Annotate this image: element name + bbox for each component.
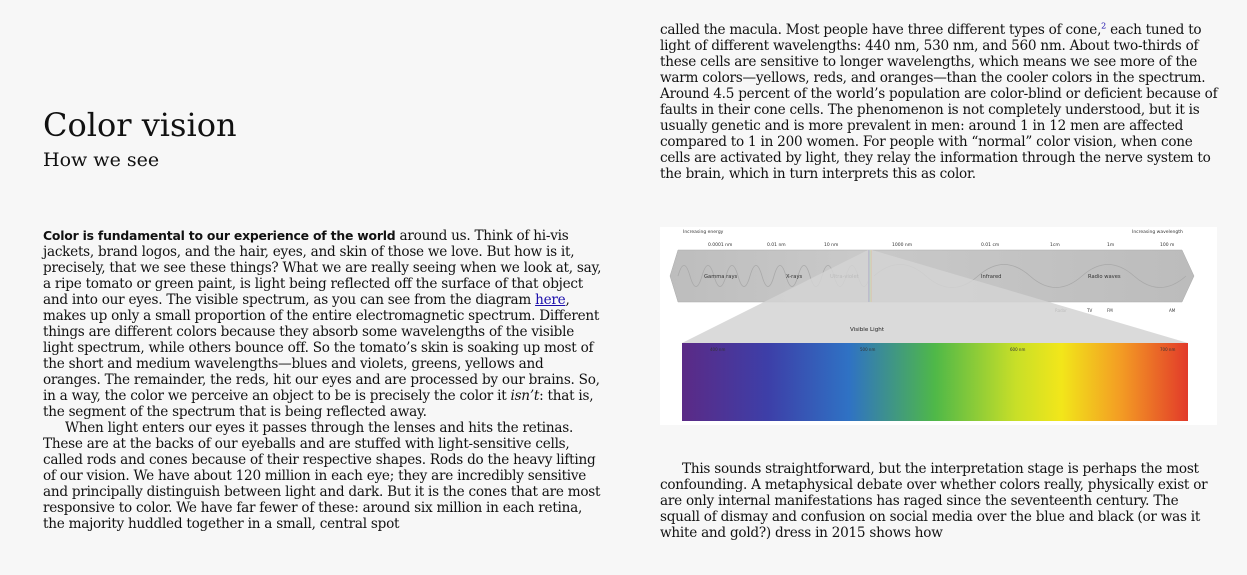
paragraph-3-text-a: called the macula. Most people have three different types of cone, (660, 22, 1102, 38)
visible-spectrum-bar (682, 343, 1188, 421)
radio-sub-label: FM (1107, 308, 1113, 313)
radio-sub-label: AM (1169, 308, 1176, 313)
paragraph-4: This sounds straightforward, but the interpretation stage is perhaps the most confounding. A metaphysical debate over whether colors really, physically exist or are only internal manifestations has raged since the seventeenth century. The squall of dismay and confusion on social media over the blue and black (or was it white and gold?) dress in 2015 shows how (660, 461, 1208, 541)
band-label: Gamma rays (704, 274, 738, 280)
page-subtitle: How we see (43, 149, 160, 171)
right-column-bottom (660, 461, 1220, 541)
left-page (14, 14, 614, 559)
tick-label: 1000 nm (892, 243, 913, 248)
tick-label: 1cm (1050, 243, 1060, 248)
spectrum-tick: 400 nm (710, 347, 726, 352)
spectrum-tick: 500 nm (860, 347, 876, 352)
diagram-link[interactable]: here (535, 292, 566, 308)
increasing-wavelength-label: Increasing wavelength (1132, 230, 1183, 235)
spectrum-tick: 700 nm (1160, 347, 1176, 352)
increasing-energy-label: Increasing energy (683, 230, 724, 235)
visible-light-label: Visible Light (850, 327, 885, 333)
tick-label: 1m (1107, 243, 1115, 248)
tick-label: 0.0001 nm (708, 243, 733, 248)
spectrum-diagram (660, 227, 1217, 425)
tick-label: 0.01 cm (981, 243, 1000, 248)
paragraph-1-text-a: around us. Think of hi-vis jackets, brand logos, and the hair, eyes, and skin of those we love. But how is it, precisely, that we see these things? What we are really seeing when we look at, say, a ripe tomato or green paint, is light being reflected off the surface of that object and into our eyes. The visible spectrum, as you can see from the diagram (43, 228, 602, 308)
paragraph-1-text-b: , makes up only a small proportion of the entire electromagnetic spectrum. Different things are different colors because they absorb some wavelengths of the visible light spectrum, while others bounce off. So the tomato’s skin is soaking up most of the short and medium wavelengths—blues and violets, greens, yellows and oranges. The remainder, the reds, hit our eyes and are processed by our brains. So, in a way, the color we perceive an object to be is precisely the color it (43, 292, 600, 404)
spectrum-figure (660, 227, 1217, 425)
lead-phrase: Color is fundamental to our experience of the world (43, 228, 396, 243)
emphasis-isnt: isn’t (510, 388, 540, 404)
tick-label: 10 nm (824, 243, 839, 248)
right-column-top (660, 22, 1220, 182)
tick-label: 0.01 nm (767, 243, 786, 248)
paragraph-1-text-c: : that is, the segment of the spectrum that is being reflected away. (43, 388, 594, 420)
paragraph-3-text-b: each tuned to light of different wavelengths: 440 nm, 530 nm, and 560 nm. About two-thirds of these cells are sensitive to longer wavelengths, which means we see more of the warm colors—yellows, reds, and oranges—than the cooler colors in the spectrum. Around 4.5 percent of the world’s population are color-blind or deficient because of faults in their cone cells. The phenomenon is not completely understood, but it is usually genetic and is more prevalent in men: around 1 in 12 men are affected compared to 1 in 200 women. For people with “normal” color vision, when cone cells are activated by light, they relay the information through the nerve system to the brain, which in turn interprets this as color. (660, 22, 1218, 182)
band-label: Radio waves (1088, 274, 1121, 280)
page-title: Color vision (43, 106, 237, 144)
paragraph-2: When light enters our eyes it passes through the lenses and hits the retinas. These are at the backs of our eyeballs and are stuffed with light-sensitive cells, called rods and cones because of their respective shapes. Rods do the heavy lifting of our vision. We have about 120 million in each eye; they are incredibly sensitive and principally distinguish between light and dark. But it is the cones that are most responsive to color. We have far fewer of these: around six million in each retina, the majority huddled together in a small, central spot (43, 420, 601, 532)
band-label: Infrared (981, 274, 1002, 280)
footnote-marker[interactable]: 2 (1101, 21, 1106, 31)
right-page (630, 14, 1233, 559)
tick-label: 100 m (1160, 243, 1175, 248)
spectrum-tick: 600 nm (1010, 347, 1026, 352)
radio-sub-label: TV (1087, 308, 1093, 313)
top-tick-labels (708, 242, 1174, 248)
paragraph-1 (43, 228, 603, 420)
paragraph-3 (660, 22, 1220, 182)
band-label: X-rays (786, 274, 803, 280)
left-column (43, 228, 603, 532)
